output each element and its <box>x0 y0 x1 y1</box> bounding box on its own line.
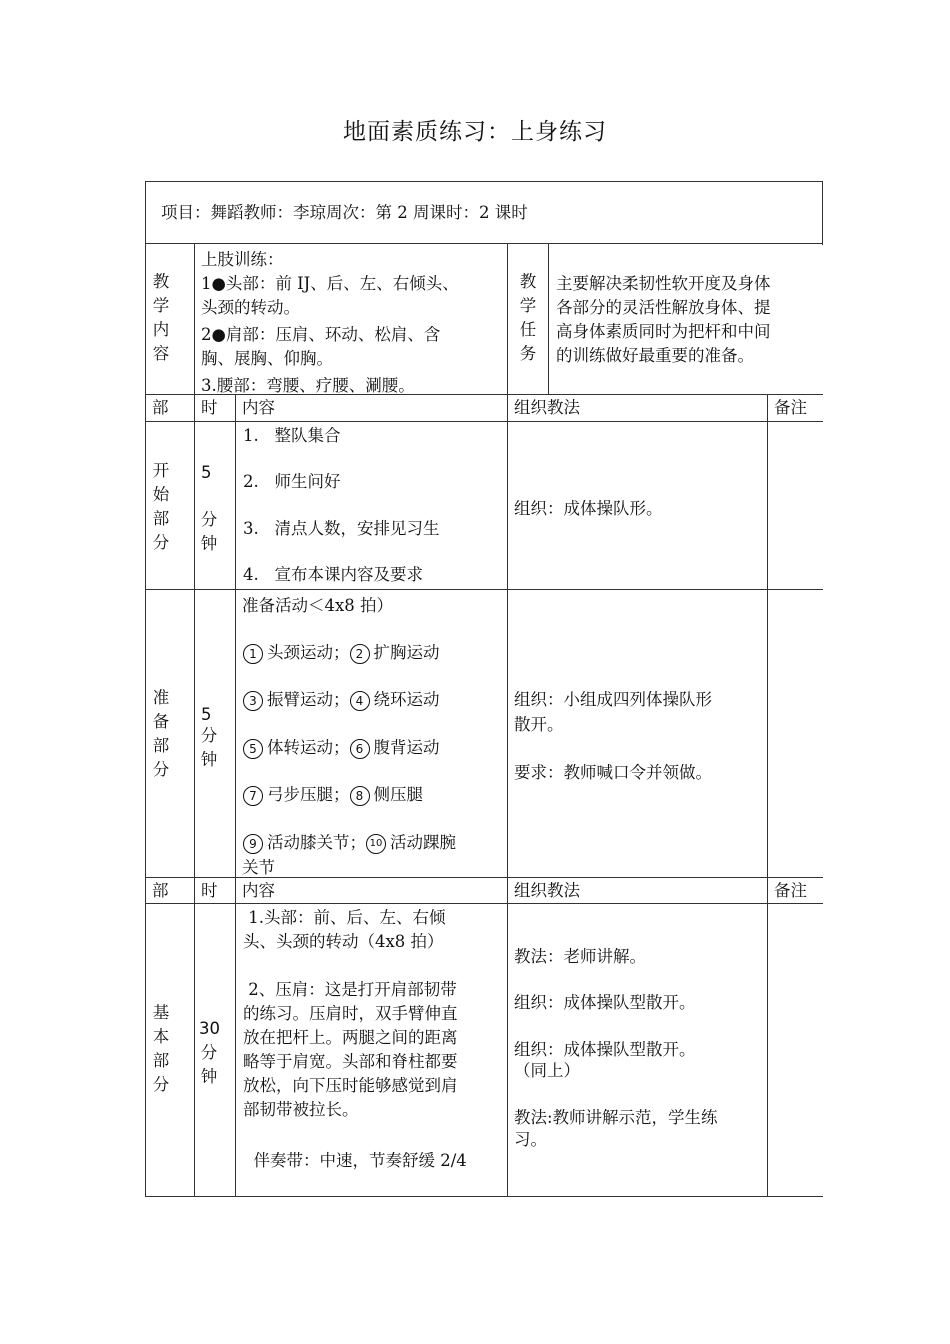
list-item: 9 活动膝关节； 10 活动踝腕 <box>243 831 456 855</box>
list-item: 1. 整队集合 <box>243 426 341 445</box>
list-item: 3. 清点人数，安排见习生 <box>243 519 440 538</box>
list-item: 3 振臂运动； 4 绕环运动 <box>243 688 440 712</box>
teaching-task-label: 教学任务 <box>519 272 537 363</box>
list-item: 2. 师生问好 <box>243 472 341 491</box>
prep-part-label: 准备部分 <box>152 688 170 779</box>
start-time-number: 5 <box>201 463 212 482</box>
prep-requirement: 要求：教师喊口令并领做。 <box>514 763 712 782</box>
list-item: 4. 宣布本课内容及要求 <box>243 565 423 584</box>
course-info: 项目：舞蹈教师：李琼周次：第 2 周课时：2 课时 <box>161 203 528 222</box>
list-item: 5 体转运动； 6 腹背运动 <box>243 736 440 760</box>
basic-part-label: 基本部分 <box>152 1003 170 1094</box>
start-part-label: 开始部分 <box>152 461 170 552</box>
list-item: 1 头颈运动； 2 扩胸运动 <box>243 641 440 665</box>
prep-time-unit: 分钟 <box>200 726 218 769</box>
basic-time-unit: 分钟 <box>200 1043 218 1086</box>
list-item: 7 弓步压腿； 8 侧压腿 <box>243 783 423 807</box>
page-title: 地面素质练习：上身练习 <box>343 119 607 145</box>
start-time-unit: 分钟 <box>200 510 218 553</box>
teaching-content-label: 教学内容 <box>152 272 170 363</box>
prep-heading: 准备活动＜4x8 拍） <box>242 596 394 615</box>
start-method: 组织：成体操队形。 <box>514 499 663 518</box>
basic-time-number: 30 <box>199 1019 220 1038</box>
prep-method: 组织：小组成四列体操队形 <box>514 690 712 709</box>
prep-time-number: 5 <box>201 705 212 724</box>
